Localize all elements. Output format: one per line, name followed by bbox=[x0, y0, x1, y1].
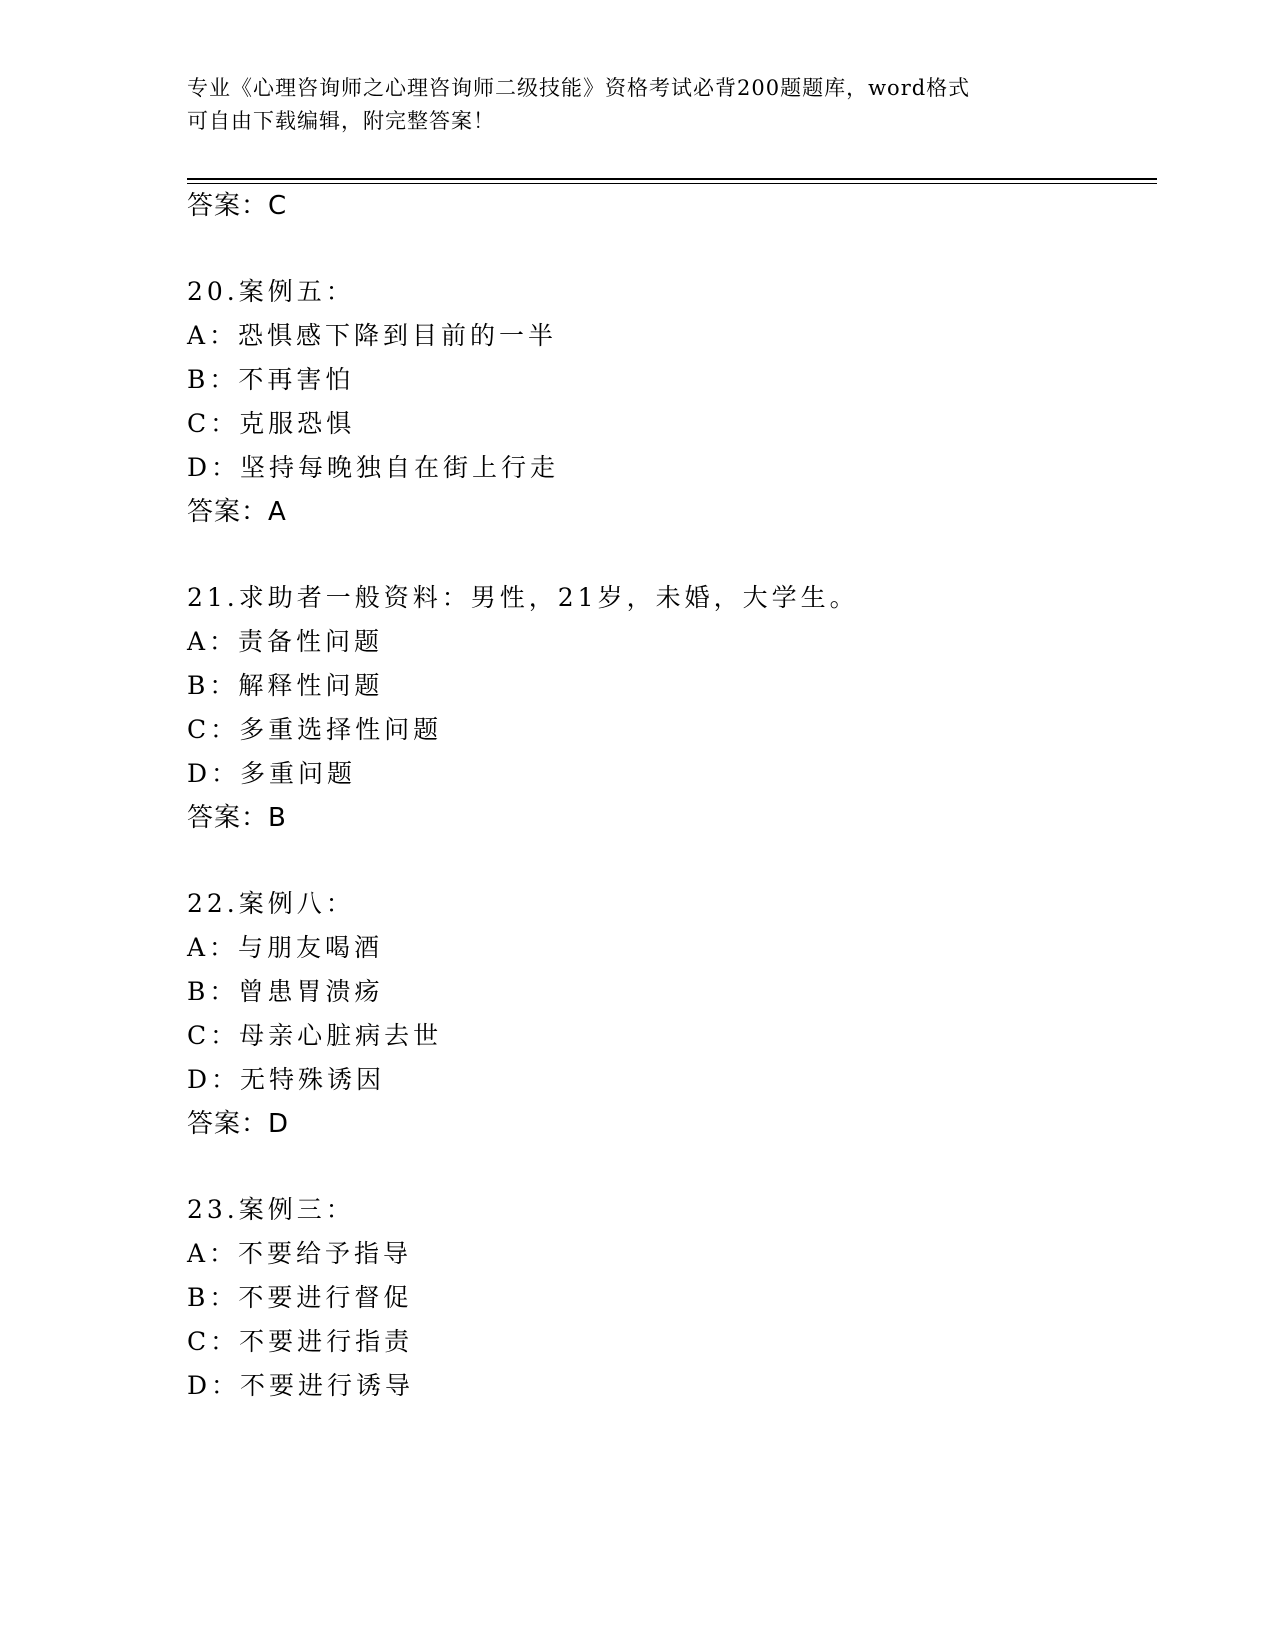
question-option: B：不要进行督促 bbox=[187, 1283, 413, 1312]
header-line-1: 专业《心理咨询师之心理咨询师二级技能》资格考试必背200题题库，word格式 bbox=[187, 76, 971, 100]
header-rule-thick bbox=[187, 178, 1157, 180]
question-option: A：不要给予指导 bbox=[187, 1239, 413, 1268]
question-answer: 答案：B bbox=[187, 803, 287, 833]
question-stem: 23.案例三： bbox=[187, 1195, 355, 1224]
header-rule-thin bbox=[187, 183, 1157, 184]
question-option: C：克服恐惧 bbox=[187, 409, 356, 438]
question-option: D：无特殊诱因 bbox=[187, 1065, 386, 1094]
question-option: C：不要进行指责 bbox=[187, 1327, 414, 1356]
question-option: B：曾患胃溃疡 bbox=[187, 977, 384, 1006]
question-stem: 22.案例八： bbox=[187, 889, 355, 918]
question-option: B：解释性问题 bbox=[187, 671, 384, 700]
previous-answer: 答案：C bbox=[187, 191, 288, 221]
question-option: D：不要进行诱导 bbox=[187, 1371, 415, 1400]
question-option: B：不再害怕 bbox=[187, 365, 355, 394]
question-answer: 答案：A bbox=[187, 497, 287, 527]
question-option: A：与朋友喝酒 bbox=[187, 933, 384, 962]
question-option: A：责备性问题 bbox=[187, 627, 384, 656]
question-stem: 21.求助者一般资料：男性，21岁，未婚，大学生。 bbox=[187, 583, 859, 612]
question-option: D：坚持每晚独自在街上行走 bbox=[187, 453, 560, 482]
question-stem: 20.案例五： bbox=[187, 277, 355, 306]
question-option: D：多重问题 bbox=[187, 759, 357, 788]
question-option: C：多重选择性问题 bbox=[187, 715, 443, 744]
question-option: C：母亲心脏病去世 bbox=[187, 1021, 443, 1050]
document-header bbox=[187, 72, 1087, 138]
question-option: A：恐惧感下降到目前的一半 bbox=[187, 321, 558, 350]
header-line-2: 可自由下载编辑，附完整答案！ bbox=[187, 109, 495, 133]
question-answer: 答案：D bbox=[187, 1109, 290, 1139]
